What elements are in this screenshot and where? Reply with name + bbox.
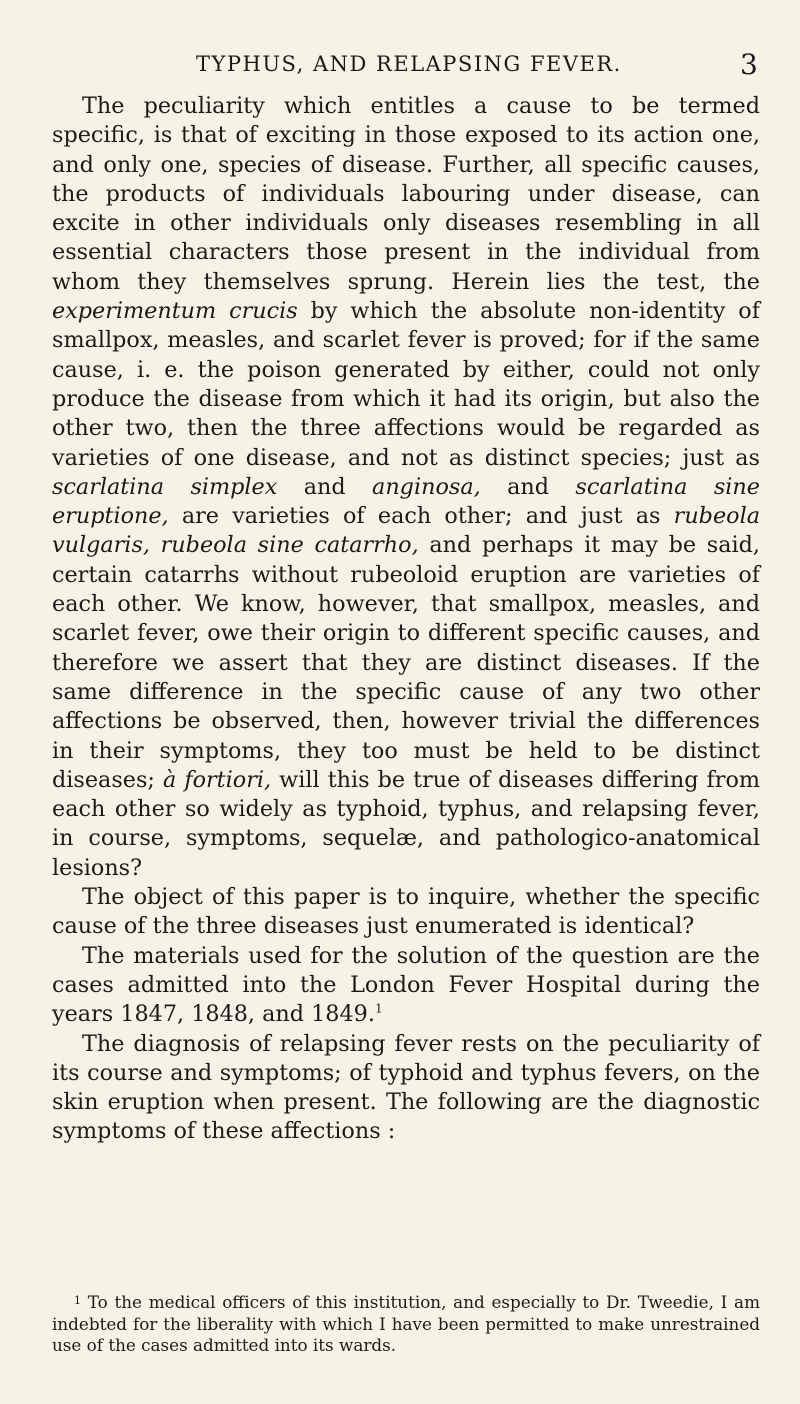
body-text	[52, 92, 760, 1147]
running-header	[0, 48, 800, 84]
paragraph-1: The peculiarity which entitles a cause to be termed specific, is that of exciting in those exposed to its action one, and only one, species of disease. Further, all specific causes, the products of individuals labouring under disease, can excite in other individuals only diseases resembling in all essential characters those present in the individual from whom they themselves sprung. Herein lies the test, the experimentum crucis by which the absolute non-identity of smallpox, measles, and scarlet fever is proved; for if the same cause, i. e. the poison generated by either, could not only produce the disease from which it had its origin, but also the other two, then the three affections would be regarded as varieties of one disease, and not as distinct species; just as scarlatina simplex and anginosa, and scarlatina sine eruptione, are varieties of each other; and just as rubeola vulgaris, rubeola sine catarrho, and perhaps it may be said, certain catarrhs without rubeoloid eruption are varieties of each other. We know, however, that smallpox, measles, and scarlet fever, owe their origin to different specific causes, and therefore we assert that they are distinct diseases. If the same difference in the specific cause of any two other affections be observed, then, however trivial the differences in their symptoms, they too must be held to be distinct diseases; à fortiori, will this be true of diseases differing from each other so widely as typhoid, typhus, and relapsing fever, in course, symptoms, sequelæ, and pathologico-anatomical lesions?	[52, 93, 761, 881]
footnote-mark: 1	[74, 1294, 81, 1307]
footnote	[52, 1292, 760, 1357]
footnote-text: To the medical officers of this institution, and especially to Dr. Tweedie, I am indebted for the liberality with which I have been permitted to make unrestrained use of the cases admitted into its wards.	[52, 1292, 760, 1355]
running-title: TYPHUS, AND RELAPSING FEVER.	[196, 52, 622, 76]
page-number: 3	[740, 48, 758, 81]
footnote-reference: 1	[374, 1001, 383, 1016]
paragraph-4: The diagnosis of relapsing fever rests on the peculiarity of its course and symptoms; of typhoid and typhus fevers, on the skin eruption when present. The following are the diagnostic symptoms of these affections :	[52, 1030, 760, 1145]
paragraph-2: The object of this paper is to inquire, whether the specific cause of the three diseases just enumerated is identical?	[52, 884, 760, 940]
paragraph-3: The materials used for the solution of the question are the cases admitted into the London Fever Hospital during the years 1847, 1848, and 1849.$^1$	[52, 942, 760, 1028]
